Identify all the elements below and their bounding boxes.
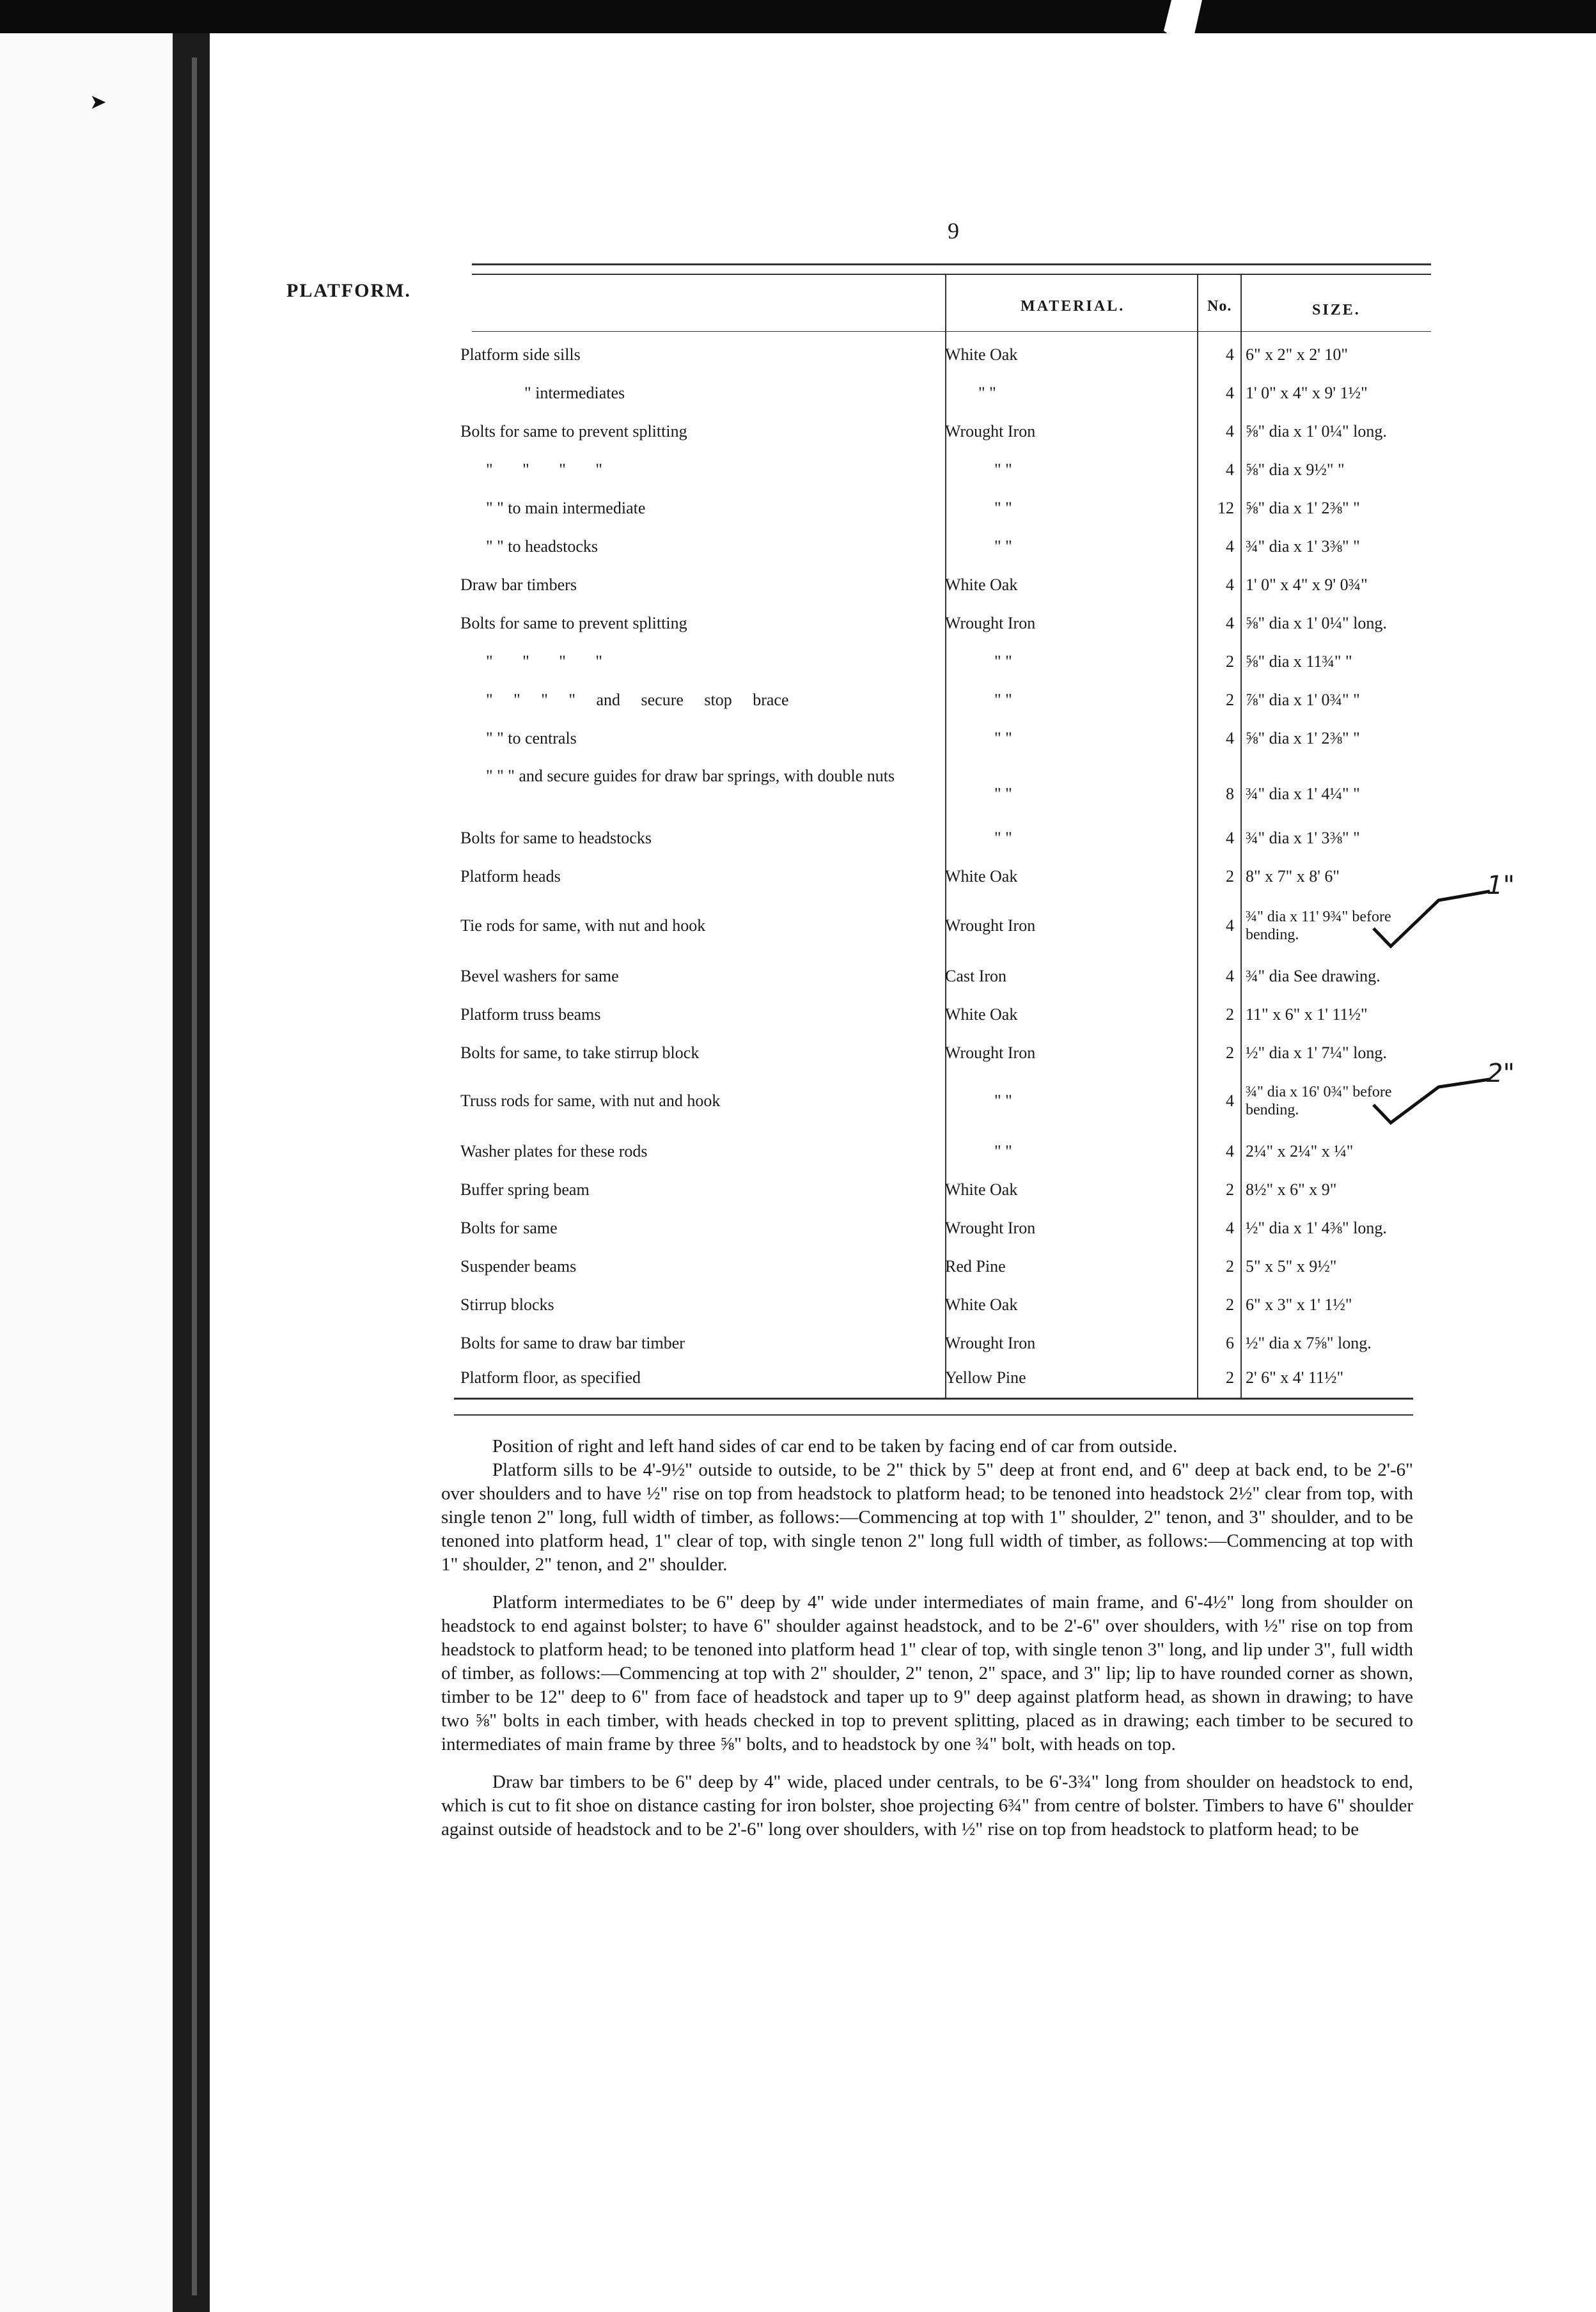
cell-description: Platform heads: [460, 867, 561, 886]
cell-material: Wrought Iron: [945, 614, 1036, 632]
cell-number: 2: [1226, 1043, 1234, 1062]
cell-description: Buffer spring beam: [460, 1180, 590, 1199]
cell-material: Wrought Iron: [945, 1219, 1036, 1237]
cell-description: Bolts for same: [460, 1219, 558, 1237]
checkmark-1: [1373, 891, 1490, 946]
cell-description: Platform side sills: [460, 345, 581, 364]
cell-size: ¾" dia x 1' 3⅜" ": [1246, 829, 1360, 847]
cell-size: 6" x 2" x 2' 10": [1246, 345, 1349, 364]
cell-size: ⅝" dia x 1' 0¼" long.: [1246, 422, 1387, 441]
cell-description: Platform truss beams: [460, 1005, 601, 1024]
header-size: SIZE.: [1312, 302, 1361, 318]
cell-number: 4: [1226, 345, 1234, 364]
cell-number: 4: [1226, 1092, 1234, 1110]
paragraph-platform-intermediates: Platform intermediates to be 6" deep by 4" wide under intermediates of main frame, and 6'-4½" long from shoulder on headstock to end against bolster; to have 6" shoulder against headstock, and to be 2'-6" over shoulders, with ½" rise on top from headstock to platform head; to be tenoned into platform head 1" clear of top, with single tenon 3" long, and lip under 3", full width of timber, as follows:—Commencing at top with 2" shoulder, 2" tenon, 2" space, and 3" lip; lip to have rounded corner as shown, timber to be 12" deep to 6" from face of headstock and taper up to 9" deep against platform head, as shown in drawing; to have two ⅝" bolts in each timber, with heads checked in top to prevent splitting, placed as in drawing; each timber to be secured to intermediates of main frame by three ⅝" bolts, and to headstock by one ¾" bolt, with heads on top.: [441, 1592, 1413, 1754]
cell-material: Wrought Iron: [945, 917, 1036, 935]
page-number: 9: [948, 218, 959, 244]
cell-material: " ": [994, 729, 1012, 747]
cell-material: Wrought Iron: [945, 422, 1036, 441]
cell-description: " " " " and secure stop brace: [486, 691, 789, 709]
cell-description: Bolts for same to prevent splitting: [460, 614, 687, 632]
cell-size: ⅝" dia x 1' 2⅜" ": [1246, 729, 1360, 747]
cell-size: ⅝" dia x 11¾" ": [1246, 652, 1352, 671]
cell-material: " ": [994, 537, 1012, 556]
cell-description: Bevel washers for same: [460, 967, 619, 985]
cell-number: 4: [1226, 422, 1234, 441]
cell-size: 2' 6" x 4' 11½": [1246, 1368, 1344, 1387]
cell-material: " ": [978, 384, 996, 402]
cell-number: 12: [1217, 499, 1234, 517]
body-text: [441, 1435, 1413, 1841]
cell-description: Bolts for same to prevent splitting: [460, 422, 687, 441]
cell-number: 2: [1226, 1368, 1234, 1387]
cell-material: White Oak: [945, 345, 1018, 364]
cell-number: 2: [1226, 1005, 1234, 1024]
cell-number: 4: [1226, 460, 1234, 479]
cell-number: 4: [1226, 1142, 1234, 1160]
cell-material: " ": [994, 1092, 1012, 1110]
cell-description: Platform floor, as specified: [460, 1368, 641, 1387]
cell-material: Wrought Iron: [945, 1334, 1036, 1352]
section-title: PLATFORM.: [286, 280, 411, 301]
cell-description: Suspender beams: [460, 1257, 577, 1276]
cell-size: 2¼" x 2¼" x ¼": [1246, 1142, 1354, 1160]
cell-number: 2: [1226, 652, 1234, 671]
cell-number: 4: [1226, 384, 1234, 402]
cell-description: " " to centrals: [486, 729, 577, 747]
cell-size: ½" dia x 1' 4⅜" long.: [1246, 1219, 1387, 1237]
cell-material: Wrought Iron: [945, 1043, 1036, 1062]
cell-material: White Oak: [945, 1295, 1018, 1314]
cell-description: Bolts for same to draw bar timber: [460, 1334, 685, 1352]
ink-speck-1: ➤: [90, 90, 107, 113]
cell-size: ½" dia x 1' 7¼" long.: [1246, 1043, 1387, 1062]
cell-number: 4: [1226, 1219, 1234, 1237]
handwritten-note-1: 1": [1487, 871, 1515, 900]
cell-size: 8" x 7" x 8' 6": [1246, 867, 1340, 886]
cell-size: 5" x 5" x 9½": [1246, 1257, 1337, 1276]
cell-material: " ": [994, 691, 1012, 709]
handwritten-note-2: 2": [1487, 1059, 1515, 1088]
cell-material: Yellow Pine: [945, 1368, 1026, 1387]
cell-material: Cast Iron: [945, 967, 1007, 985]
cell-material: White Oak: [945, 867, 1018, 886]
cell-material: " ": [994, 829, 1012, 847]
cell-number: 4: [1226, 917, 1234, 935]
cell-number: 4: [1226, 614, 1234, 632]
paragraph-draw-bar-timbers: Draw bar timbers to be 6" deep by 4" wide, placed under centrals, to be 6'-3¾" long from shoulder on headstock to end, which is cut to fit shoe on distance casting for iron bolster, shoe projecting 6¾" from centre of bolster. Timbers to have 6" shoulder against outside of headstock and to be 2'-6" long over shoulders, with ½" rise on top from headstock to platform head; to be: [441, 1772, 1413, 1839]
cell-size: 8½" x 6" x 9": [1246, 1180, 1337, 1199]
paragraph-orientation: Position of right and left hand sides of car end to be taken by facing end of car from outside.: [492, 1436, 1178, 1457]
cell-description: " " to main intermediate: [486, 499, 646, 517]
cell-description: " " " ": [486, 652, 602, 671]
cell-size: ⅝" dia x 9½" ": [1246, 460, 1345, 479]
cell-number: 8: [1226, 785, 1234, 803]
cell-material: White Oak: [945, 1180, 1018, 1199]
cell-material: White Oak: [945, 575, 1018, 594]
cell-description: " " to headstocks: [486, 537, 598, 556]
cell-size: ¾" dia x 11' 9¾" before bending.: [1246, 909, 1391, 943]
cell-size: ⅝" dia x 1' 0¼" long.: [1246, 614, 1387, 632]
cell-material: " ": [994, 460, 1012, 479]
cell-size: ¾" dia x 16' 0¾" before bending.: [1246, 1084, 1392, 1118]
cell-material: Red Pine: [945, 1257, 1006, 1276]
cell-number: 2: [1226, 691, 1234, 709]
cell-size: 11" x 6" x 1' 11½": [1246, 1005, 1368, 1024]
cell-material: " ": [994, 652, 1012, 671]
cell-number: 4: [1226, 829, 1234, 847]
cell-material: White Oak: [945, 1005, 1018, 1024]
cell-description: Stirrup blocks: [460, 1295, 554, 1314]
cell-number: 2: [1226, 1180, 1234, 1199]
cell-material: " ": [994, 499, 1012, 517]
cell-size: 1' 0" x 4" x 9' 0¾": [1246, 575, 1368, 594]
cell-number: 2: [1226, 1295, 1234, 1314]
cell-size: ¾" dia x 1' 3⅜" ": [1246, 537, 1360, 556]
cell-number: 2: [1226, 867, 1234, 886]
cell-number: 4: [1226, 575, 1234, 594]
header-material: MATERIAL.: [1021, 298, 1125, 315]
paragraph-platform-sills: Platform sills to be 4'-9½" outside to outside, to be 2" thick by 5" deep at front end, and 6" deep at back end, to be 2'-6" over shoulders and to have ½" rise on top from headstock to platform head; to be tenoned into headstock 2½" clear from top, with single tenon 2" long, full width of timber, as follows:—Commencing at top with 1" shoulder, 2" tenon, and 3" shoulder, and to be tenoned into platform head, 1" clear of top, with single tenon 2" long full width of timber, as follows:—Commencing at top with 1" shoulder, 2" tenon, and 2" shoulder.: [441, 1460, 1413, 1575]
cell-size: 6" x 3" x 1' 1½": [1246, 1295, 1352, 1314]
cell-number: 2: [1226, 1257, 1234, 1276]
cell-number: 4: [1226, 967, 1234, 985]
cell-size: ¾" dia See drawing.: [1246, 967, 1381, 985]
cell-description: Draw bar timbers: [460, 575, 577, 594]
cell-number: 4: [1226, 729, 1234, 747]
cell-description: " intermediates: [524, 384, 625, 402]
cell-size: 1' 0" x 4" x 9' 1½": [1246, 384, 1368, 402]
cell-number: 4: [1226, 537, 1234, 556]
cell-description: " " " and secure guides for draw bar springs, with double nuts: [486, 767, 895, 785]
header-no: No.: [1207, 298, 1232, 315]
cell-size: ⅞" dia x 1' 0¾" ": [1246, 691, 1360, 709]
cell-description: Bolts for same to headstocks: [460, 829, 652, 847]
cell-description: Washer plates for these rods: [460, 1142, 648, 1160]
cell-size: ½" dia x 7⅝" long.: [1246, 1334, 1372, 1352]
cell-description: " " " ": [486, 460, 602, 479]
cell-size: ⅝" dia x 1' 2⅜" ": [1246, 499, 1360, 517]
cell-description: Tie rods for same, with nut and hook: [460, 917, 706, 935]
checkmark-2: [1373, 1079, 1490, 1123]
cell-description: Truss rods for same, with nut and hook: [460, 1092, 721, 1110]
cell-material: " ": [994, 785, 1012, 803]
cell-material: " ": [994, 1142, 1012, 1160]
cell-size: ¾" dia x 1' 4¼" ": [1246, 785, 1360, 803]
cell-description: Bolts for same, to take stirrup block: [460, 1043, 700, 1062]
cell-number: 6: [1226, 1334, 1234, 1352]
